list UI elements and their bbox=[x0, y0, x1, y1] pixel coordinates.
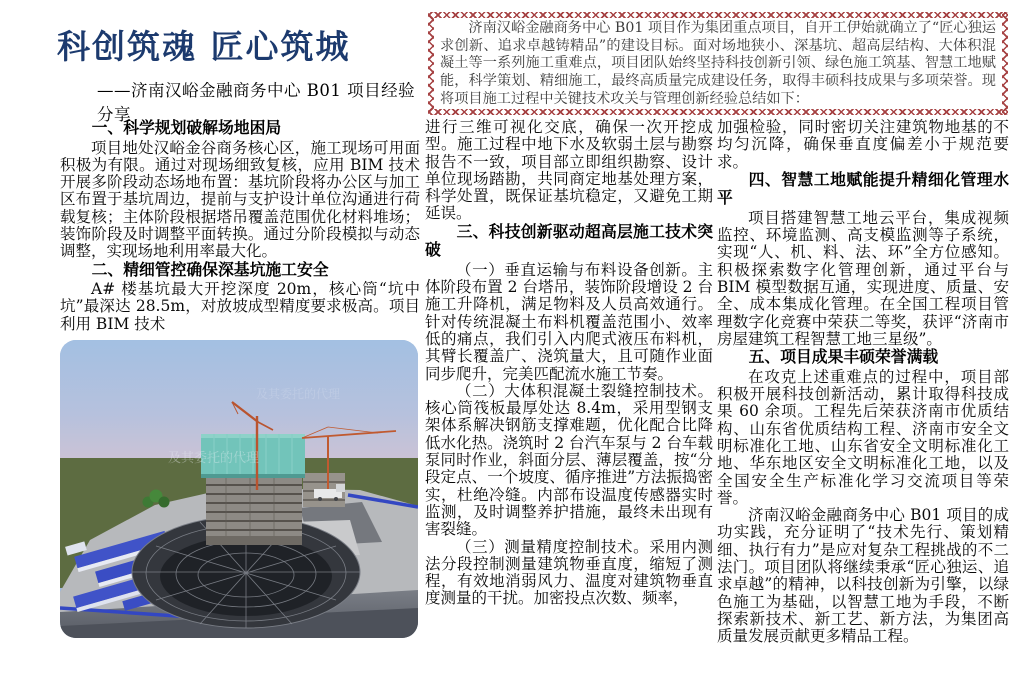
section-heading-4: 四、智慧工地赋能提升精细化管理水平 bbox=[717, 171, 1009, 208]
diamond-border-bottom bbox=[428, 109, 1008, 115]
intro-box bbox=[428, 12, 1008, 115]
section-heading-1: 一、科学规划破解场地困局 bbox=[91, 120, 282, 137]
col3-paragraph-1: 项目搭建智慧工地云平台，集成视频监控、环境监测、高支模监测等子系统，实现“人、机、料、法、环”全方位感知。积极探索数字化管理创新，通过平台与 BIM 模型数据互通，实现进度、质量、安全、成本集成化管理。在全国工程项目管理数字化竞赛中荣获二等奖，获评“济南市房屋建筑工程智慧工地三星级”。 bbox=[717, 208, 1009, 348]
column-2 bbox=[425, 119, 713, 608]
col3-paragraph-0: 加强检验，同时密切关注建筑物地基的不均匀沉降，确保垂直度偏差小于规范要求。 bbox=[717, 118, 1009, 171]
diamond-border-right bbox=[1002, 12, 1008, 115]
col1-paragraph-1: 项目地处汉峪金谷商务核心区，施工现场可用面积极为有限。通过对现场细致复核，应用 BIM 技术开展多阶段动态场地布置：基坑阶段将办公区与加工区布置于基坑周边，提前与支护设计单位沟通进行荷载复核；主体阶段根据塔吊覆盖范围优化材料堆场；装饰阶段及时调整平面转换。通过分阶段模拟与动态调整，实现场地利用率最大化。 bbox=[60, 138, 420, 261]
section-heading-3: 三、科技创新驱动超高层施工技术突破 bbox=[425, 223, 713, 260]
bim-site-render-image bbox=[60, 340, 418, 638]
col2-paragraph-2: （二）大体积混凝土裂缝控制技术。核心筒筏板最厚处达 8.4m，采用型钢支架体系解决钢筋支撑难题，优化配合比降低水化热。浇筑时 2 台汽车泵与 2 台车载泵同时作业，斜面分层、薄层覆盖，按“分段定点、一个坡度、循序推进”方法振捣密实，杜绝冷缝。内部布设温度传感器实时监测，及时调整养护措施，最终未出现有害裂缝。 bbox=[425, 381, 713, 539]
diamond-border-top bbox=[428, 12, 1008, 18]
page-title: 科创筑魂 匠心筑城 bbox=[57, 27, 351, 66]
col3-paragraph-3: 济南汉峪金融商务中心 B01 项目的成功实践，充分证明了“技术先行、策划精细、执行有力”是应对复杂工程挑战的不二法门。项目团队将继续秉承“匠心独运、追求卓越”的精神，以科技创新为引擎，以绿色施工为基础，以智慧工地为手段，不断探索新技术、新工艺、新方法，为集团高质量发展贡献更多精品工程。 bbox=[717, 506, 1009, 646]
section-heading-2: 二、精细管控确保深基坑施工安全 bbox=[91, 261, 329, 279]
page-subtitle: ——济南汉峪金融商务中心 B01 项目经验分享 bbox=[97, 80, 416, 124]
col2-paragraph-1: （一）垂直运输与布料设备创新。主体阶段布置 2 台塔吊，装饰阶段增设 2 台施工升降机，满足物料及人员高效通行。针对传统混凝土布料机覆盖范围小、效率低的痛点，我们引入内爬式液压布料机，其臂长覆盖广、浇筑量大，且可随作业面同步爬升，完美匹配流水施工节奏。 bbox=[425, 260, 713, 383]
col3-paragraph-2: 在攻克上述重难点的过程中，项目部积极开展科技创新活动，累计取得科技成果 60 余项。工程先后荣获济南市优质结构、山东省优质结构工程、济南市安全文明标准化工地、山东省安全文明标准化工地、华东地区安全文明标准化工地，以及全国安全生产标准化学习交流项目等荣誉。 bbox=[717, 367, 1009, 507]
col1-paragraph-2: A# 楼基坑最大开挖深度 20m，核心筒“坑中坑”最深达 28.5m，对放坡成型精度要求极高。项目利用 BIM 技术 bbox=[60, 280, 420, 333]
intro-text: 济南汉峪金融商务中心 B01 项目作为集团重点项目，自开工伊始就确立了“匠心独运求创新、追求卓越铸精品”的建设目标。面对场地狭小、深基坑、超高层结构、大体积混凝土等一系列施工重难点，项目团队始终坚持科技创新引领、绿色施工筑基、智慧工地赋能，科学策划、精细施工，最终高质量完成建设任务，取得丰硕科技成果与多项荣誉。现将项目施工过程中关键技术攻关与管理创新经验总结如下： bbox=[440, 20, 996, 107]
column-3 bbox=[717, 119, 1009, 646]
column-1 bbox=[60, 119, 420, 638]
masthead bbox=[57, 28, 423, 125]
section-heading-5: 五、项目成果丰硕荣誉满载 bbox=[748, 349, 939, 367]
col2-paragraph-0: 进行三维可视化交底，确保一次开挖成型。施工过程中地下水及软弱土层与勘察报告不一致，项目部立即组织勘察、设计单位现场踏勘，共同商定地基处理方案，科学处置，既保证基坑稳定，又避免工期延误。 bbox=[425, 118, 713, 223]
diamond-border-left bbox=[428, 12, 434, 115]
col2-paragraph-3: （三）测量精度控制技术。采用内测法分段控制测量建筑物垂直度，缩短了测程，有效地消弱风力、温度对建筑物垂直度测量的干扰。加密投点次数、频率， bbox=[425, 537, 713, 608]
watermark-text: 及其委托的代理 bbox=[168, 450, 260, 466]
watermark-text-2: 及其委托的代理 bbox=[256, 386, 341, 401]
